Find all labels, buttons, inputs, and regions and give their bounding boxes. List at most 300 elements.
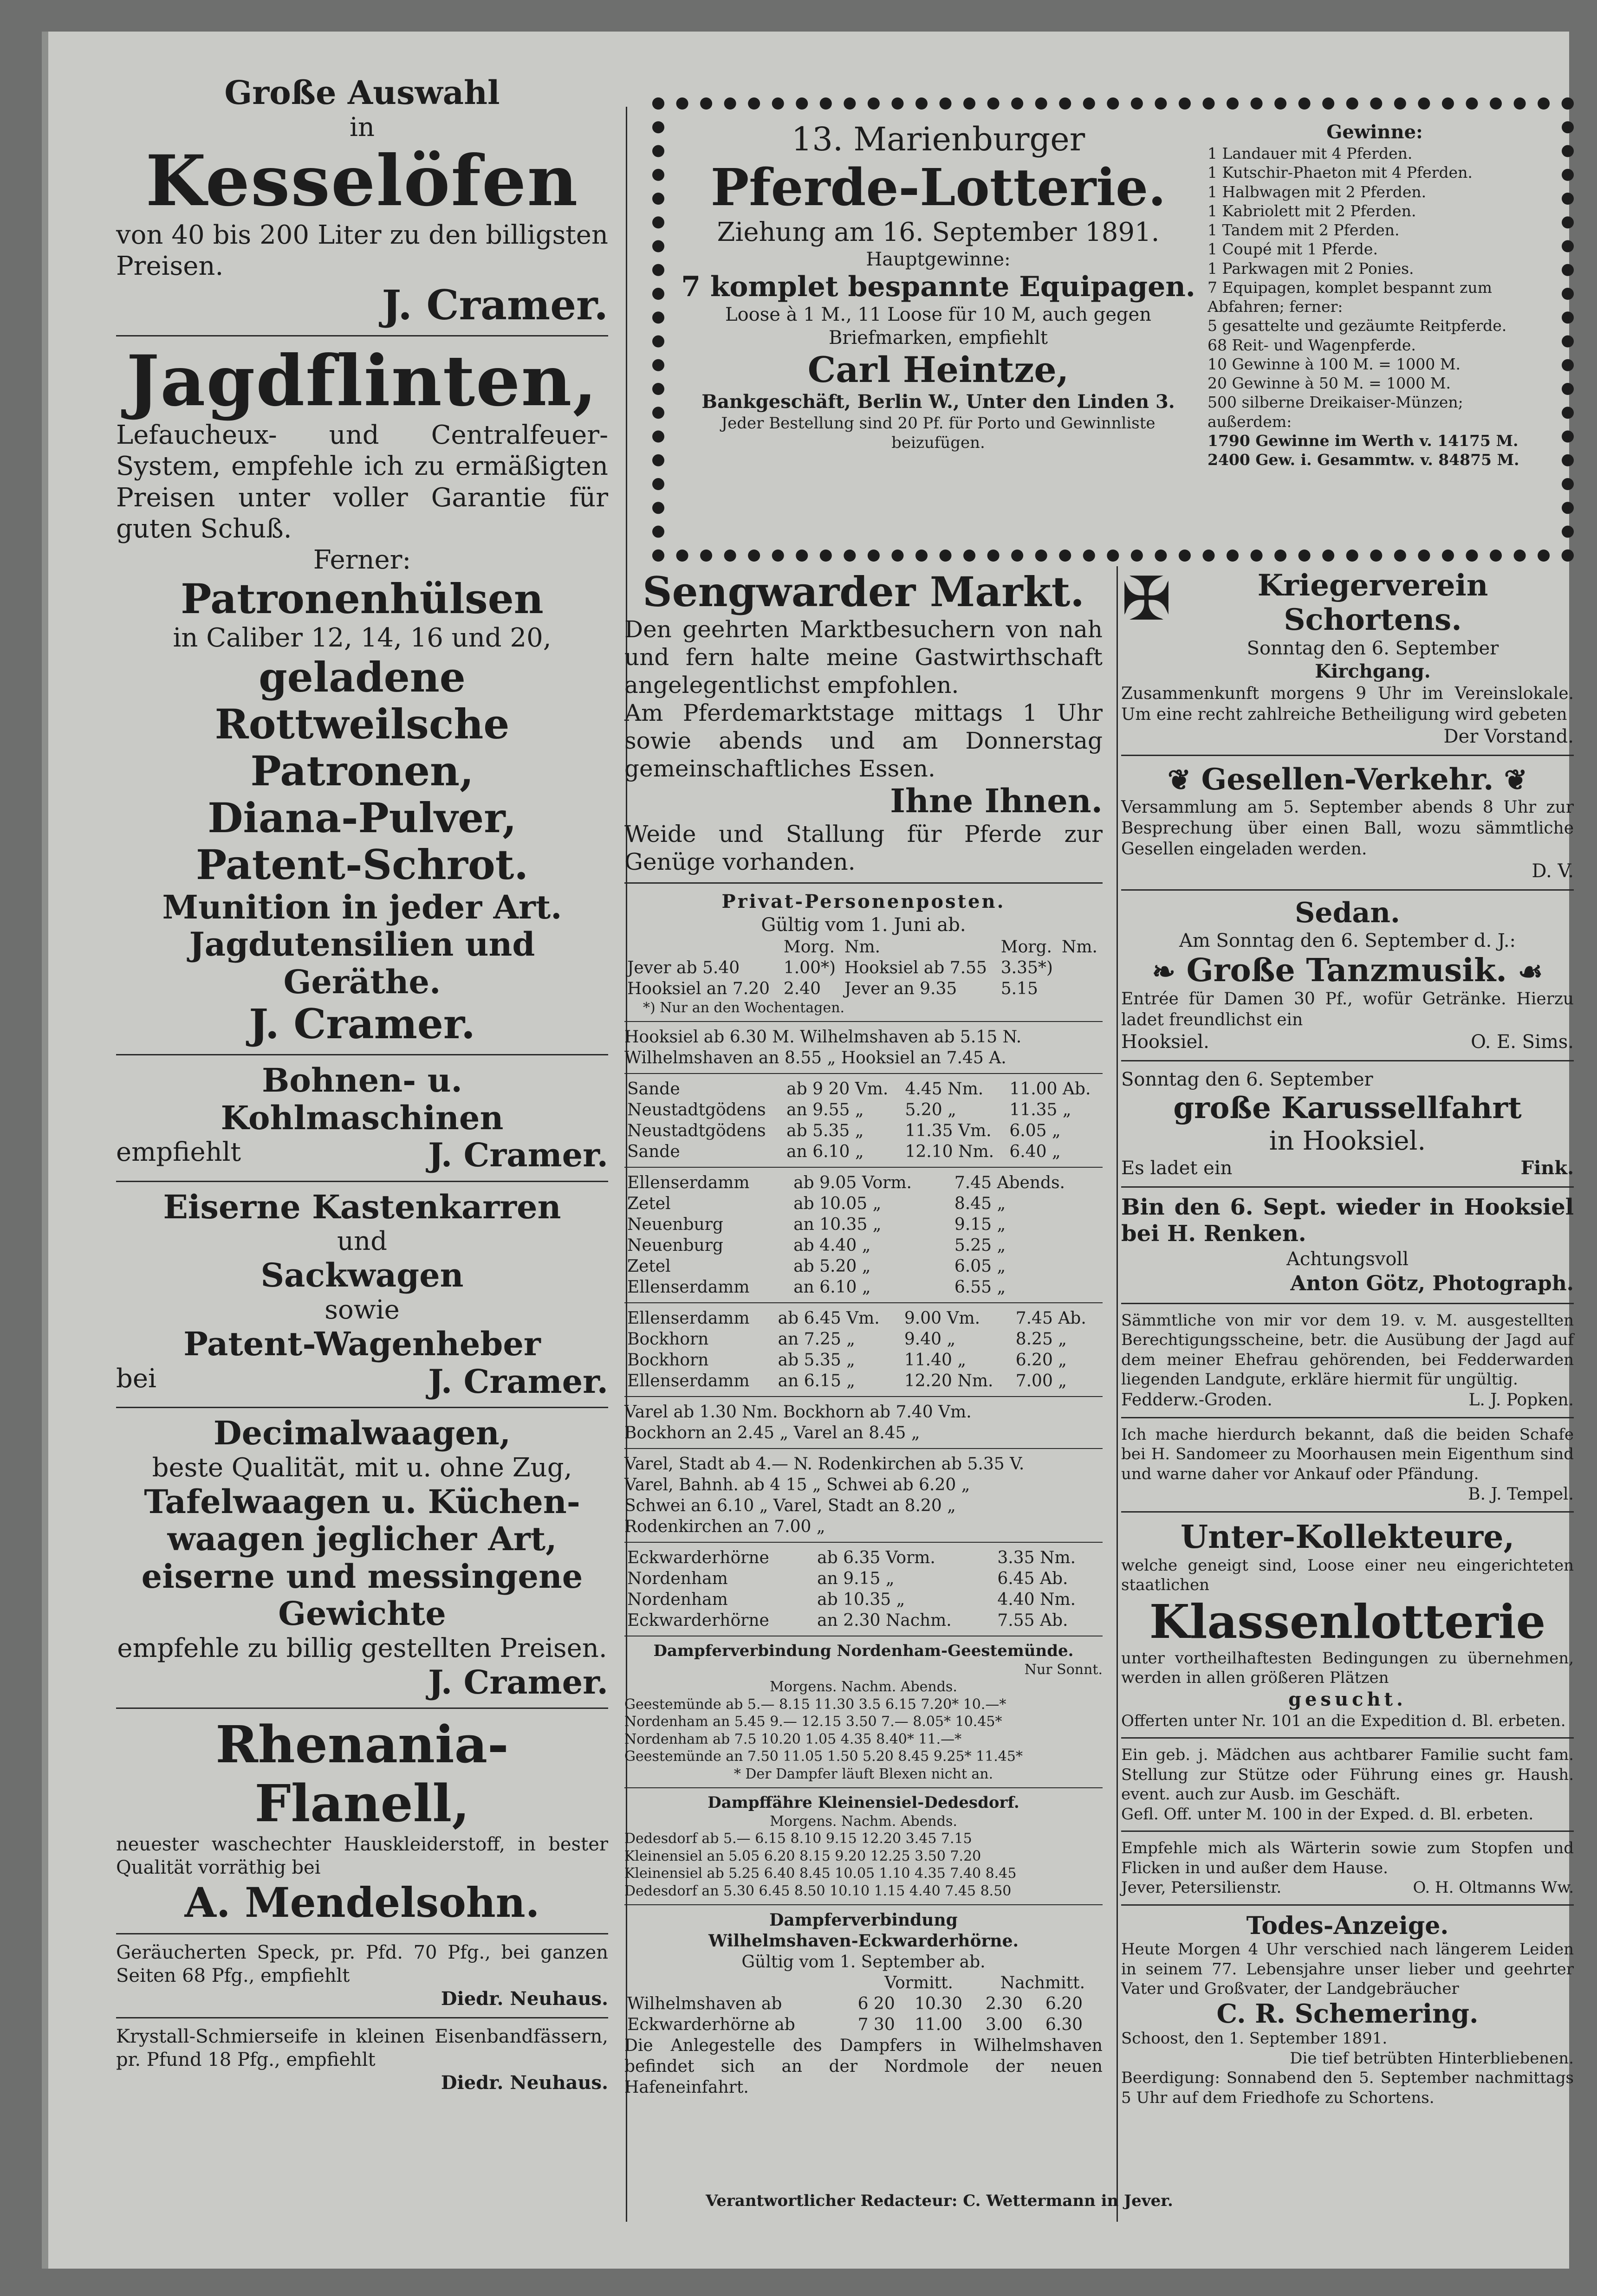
kleinen-head: Morgens. Nachm. Abends. xyxy=(770,1813,957,1830)
table-row xyxy=(624,1371,1103,1391)
cell: 6 20 xyxy=(857,1994,895,2014)
jagd-patent: Patent-Schrot. xyxy=(195,841,529,889)
cell: 6.20 xyxy=(1045,1994,1083,2014)
sedan-signature: O. E. Sims. xyxy=(1471,1031,1574,1053)
cell: 3.35*) xyxy=(1000,958,1053,977)
table-row: Nordenham ab 7.5 10.20 1.05 4.35 8.40* 11.—* xyxy=(624,1731,962,1747)
karussell-l4: Es ladet ein xyxy=(1121,1157,1233,1179)
foto-l2: Achtungsvoll xyxy=(1286,1248,1409,1270)
prize-item: 5 gesattelte und gezäumte Reitpferde. xyxy=(1207,317,1507,335)
kollekteure-title: Unter-Kollekteure, xyxy=(1180,1519,1515,1556)
table-row xyxy=(624,1214,1103,1235)
cell: 2.40 xyxy=(783,979,821,998)
table-row: Geestemünde ab 5.— 8.15 11.30 3.5 6.15 7.20* 10.—* xyxy=(624,1696,1006,1713)
wilhelms-t2: Wilhelmshaven-Eckwarderhörne. xyxy=(708,1931,1019,1951)
ad-kollekteure xyxy=(1121,1519,1574,1731)
krieger-title: Kriegerverein Schortens. xyxy=(1257,568,1488,637)
jagdschein-signature: L. J. Popken. xyxy=(1468,1390,1574,1410)
flanell-title: Rhenania-Flanell, xyxy=(215,1714,509,1833)
kollekteure-l1: welche geneigt sind, Loose einer neu eingerichteten staatlichen xyxy=(1121,1556,1574,1595)
divider xyxy=(1121,1511,1574,1513)
lottery-addr: Bankgeschäft, Berlin W., Unter den Linden 3. xyxy=(701,390,1175,413)
ad-flanell xyxy=(116,1715,608,1926)
cell: ab 5.20 „ xyxy=(793,1257,871,1276)
ad-maedchen xyxy=(1121,1745,1574,1824)
ad-speck xyxy=(116,1941,608,2011)
ad-markt xyxy=(624,569,1103,876)
lottery-prize-list xyxy=(1207,144,1542,469)
prize-item: 1 Landauer mit 4 Pferden. xyxy=(1207,144,1413,162)
table-row xyxy=(624,1141,1103,1162)
post-head: Nm. xyxy=(1061,937,1097,957)
ad-gesellen xyxy=(1121,763,1574,883)
karren-l3: Sackwagen xyxy=(260,1256,464,1295)
post-head: Morg. xyxy=(1000,937,1052,957)
markt-title: Sengwarder Markt. xyxy=(643,568,1084,616)
kessel-signature: J. Cramer. xyxy=(382,281,608,330)
table-row xyxy=(624,1235,1103,1256)
lottery-left xyxy=(678,121,1198,469)
table-row: Geestemünde an 7.50 11.05 1.50 5.20 8.45 9.25* 11.45* xyxy=(624,1748,1023,1765)
gesellen-title xyxy=(1121,763,1574,797)
divider xyxy=(1121,755,1574,756)
post-head: Morg. xyxy=(783,937,835,957)
jagd-text: Lefaucheux- und Centralfeuer-System, empfehle ich zu ermäßigten Preisen unter voller Garantie für guten Schuß. xyxy=(116,420,608,544)
wilhelms-head xyxy=(624,1973,855,1993)
cell: an 7.25 „ xyxy=(778,1330,855,1349)
cell: 11.00 xyxy=(914,2015,963,2035)
karren-l4: sowie xyxy=(325,1294,400,1325)
ad-kesseloefen xyxy=(116,74,608,329)
divider xyxy=(116,2017,608,2018)
cell: Bockhorn xyxy=(627,1330,709,1349)
timetable-kleinensiel xyxy=(624,1793,1103,1900)
cell: 3.35 Nm. xyxy=(997,1548,1076,1568)
waerterin-signature: O. H. Oltmanns Ww. xyxy=(1413,1878,1574,1897)
prize-item: 1 Kabriolett mit 2 Pferden. xyxy=(1207,201,1416,220)
cell: ab 6.35 Vorm. xyxy=(817,1548,935,1568)
cell: 5.15 xyxy=(1000,979,1038,998)
waagen-l3: Tafelwaagen u. Küchen- xyxy=(144,1482,580,1521)
cell: 11.35 Vm. xyxy=(905,1121,992,1141)
todes-l4: Beerdigung: Sonnabend den 5. September nachmittags 5 Uhr auf dem Friedhofe zu Schortens. xyxy=(1121,2069,1574,2107)
divider xyxy=(116,1407,608,1408)
divider xyxy=(624,1302,1103,1303)
cell: 4.45 Nm. xyxy=(905,1080,984,1099)
krieger-l2: Kirchgang. xyxy=(1315,660,1431,683)
bohnen-signature: J. Cramer. xyxy=(428,1136,608,1175)
geeste-title: Dampferverbindung Nordenham-Geestemünde. xyxy=(653,1642,1074,1661)
cell: 7.55 Ab. xyxy=(997,1611,1068,1630)
markt-p2: Am Pferdemarktstage mittags 1 Uhr sowie abends und am Donnerstag gemeinschaftliches Essen. xyxy=(624,699,1103,783)
ornament-icon: ❦ xyxy=(1504,764,1527,797)
todes-l2: Schoost, den 1. September 1891. xyxy=(1121,2029,1388,2048)
ad-jagdflinten xyxy=(116,340,608,1048)
iron-cross-icon: ✠ xyxy=(1121,563,1172,634)
cell: Bockhorn xyxy=(627,1351,709,1370)
table-row: Rodenkirchen an 7.00 „ xyxy=(624,1517,825,1537)
lottery-prizes xyxy=(1207,121,1542,469)
cell: 11.00 Ab. xyxy=(1009,1080,1091,1099)
table-row: Nordenham an 5.45 9.— 12.15 3.50 7.— 8.05* 10.45* xyxy=(624,1714,1002,1730)
post-title: Privat-Personenposten. xyxy=(721,890,1006,912)
timetable-ellenserdamm xyxy=(624,1172,1103,1298)
lottery-note: Jeder Bestellung sind 20 Pf. für Porto und Gewinnliste beizufügen. xyxy=(721,414,1156,453)
waagen-l4: waagen jeglicher Art, xyxy=(167,1520,557,1559)
timetable-geestemuende xyxy=(624,1641,1103,1783)
markt-p3: Weide und Stallung für Pferde zur Genüge vorhanden. xyxy=(624,820,1103,875)
ornament-icon: ☙ xyxy=(1518,955,1543,988)
krieger-signature: Der Vorstand. xyxy=(1443,726,1574,748)
cell: ab 4.40 „ xyxy=(793,1236,871,1255)
post-valid: Gültig vom 1. Juni ab. xyxy=(761,914,966,936)
karussell-l2: große Karussellfahrt xyxy=(1173,1090,1522,1125)
cell: Hooksiel ab 7.55 xyxy=(844,958,987,977)
cell: 7 30 xyxy=(857,2015,895,2035)
lottery-title: Pferde-Lotterie. xyxy=(710,157,1166,217)
karren-l2: und xyxy=(337,1226,387,1257)
ad-lottery xyxy=(652,97,1574,562)
waagen-l2: beste Qualität, mit u. ohne Zug, xyxy=(152,1452,572,1483)
waagen-l6: Gewichte xyxy=(278,1594,446,1633)
timetable-hooksiel xyxy=(624,1027,1103,1068)
prize-item: 1 Kutschir-Phaeton mit 4 Pferden. xyxy=(1207,163,1473,182)
divider xyxy=(624,1448,1103,1449)
cell: Ellenserdamm xyxy=(627,1371,750,1391)
table-row xyxy=(624,1079,1103,1099)
timetable-sande xyxy=(624,1079,1103,1162)
kessel-line-2: in xyxy=(350,112,375,142)
divider xyxy=(1121,1417,1574,1418)
cell: 2.30 xyxy=(985,1994,1023,2014)
flanell-text: neuester waschechter Hauskleiderstoff, in bester Qualität vorräthig bei xyxy=(116,1834,608,1879)
jagd-patronenhuelsen: Patronenhülsen xyxy=(181,575,544,623)
cell: Nordenham xyxy=(627,1569,728,1589)
cell: Sande xyxy=(627,1142,680,1162)
cell: 8.45 „ xyxy=(954,1194,1006,1214)
cell: Neuenburg xyxy=(627,1236,723,1255)
cell: ab 10.35 „ xyxy=(817,1590,905,1610)
sedan-l3: Entrée für Damen 30 Pf., wofür Getränke. Hierzu ladet freundlichst ein xyxy=(1121,989,1574,1029)
prize-item: 2400 Gew. i. Gesammtw. v. 84875 M. xyxy=(1207,451,1519,469)
wilhelms-note: Die Anlegestelle des Dampfers in Wilhelmshaven befindet sich an der Nordmole der neuen Hafeneinfahrt. xyxy=(624,2036,1103,2097)
cell: 5.20 „ xyxy=(905,1100,956,1120)
cell: an 6.10 „ xyxy=(793,1278,871,1297)
maedchen-l2: Gefl. Off. unter M. 100 in der Exped. d. Bl. erbeten. xyxy=(1121,1804,1534,1824)
krieger-l3: Zusammenkunft morgens 9 Uhr im Vereinslokale. Um eine recht zahlreiche Betheiligung wird gebeten xyxy=(1121,684,1574,724)
ad-bohnen xyxy=(116,1062,608,1174)
table-row: Hooksiel ab 6.30 M. Wilhelmshaven ab 5.15 N. xyxy=(624,1028,1022,1047)
column-divider-2 xyxy=(1117,566,1118,2222)
divider xyxy=(116,1054,608,1055)
todes-name: C. R. Schemering. xyxy=(1216,1998,1479,2029)
timetable-rodenkirchen xyxy=(624,1454,1103,1537)
sedan-l1: Am Sonntag den 6. September d. J.: xyxy=(1179,930,1516,951)
cell: Neuenburg xyxy=(627,1215,723,1235)
kollekteure-l3: Offerten unter Nr. 101 an die Expedition d. Bl. erbeten. xyxy=(1121,1711,1566,1730)
cell: 10.30 xyxy=(914,1994,963,2014)
schafe-text: Ich mache hierdurch bekannt, daß die beiden Schafe bei H. Sandomeer zu Moorhausen mein Eigenthum sind und warne daher vor Ankauf oder Pfändung. xyxy=(1121,1425,1574,1483)
divider xyxy=(1121,1303,1574,1304)
kollekteure-big: Klassenlotterie xyxy=(1149,1594,1546,1649)
prize-item: 1 Coupé mit 1 Pferde. xyxy=(1207,240,1378,259)
prize-item: 1 Halbwagen mit 2 Pferden. xyxy=(1207,182,1427,201)
waagen-l5: eiserne und messingene xyxy=(141,1557,583,1596)
markt-ihne: Ihne Ihnen. xyxy=(890,782,1103,821)
cell: Jever ab 5.40 xyxy=(627,958,740,977)
cell: Eckwarderhörne xyxy=(627,1548,769,1568)
karren-signature: J. Cramer. xyxy=(428,1362,608,1401)
divider xyxy=(1121,1737,1574,1739)
cell: 5.25 „ xyxy=(954,1236,1006,1255)
cell: 9.00 Vm. xyxy=(904,1309,980,1328)
markt-p1: Den geehrten Marktbesuchern von nah und fern halte meine Gastwirthschaft angelegentlichst empfohlen. xyxy=(624,616,1103,699)
prize-item: 500 silberne Dreikaiser-Münzen; außerdem: xyxy=(1207,393,1463,431)
foto-signature: Anton Götz, Photograph. xyxy=(1290,1271,1574,1295)
divider xyxy=(116,1933,608,1934)
wilhelms-head: Vormitt. xyxy=(884,1973,953,1993)
cell: ab 9.05 Vorm. xyxy=(793,1173,912,1193)
ad-sedan xyxy=(1121,897,1574,1054)
table-row xyxy=(624,1329,1103,1350)
cell: 9.40 „ xyxy=(904,1330,956,1349)
divider xyxy=(624,1396,1103,1397)
cell: ab 6.45 Vm. xyxy=(778,1309,880,1328)
table-row xyxy=(624,1193,1103,1214)
maedchen-text: Ein geb. j. Mädchen aus achtbarer Familie sucht fam. Stellung zur Stütze oder Führung eines gr. Haush. event. auch zur Ausb. im Geschäft. xyxy=(1121,1746,1574,1804)
table-row xyxy=(624,1589,1103,1610)
lottery-equip: 7 komplet bespannte Equipagen. xyxy=(681,271,1195,304)
table-row xyxy=(624,1350,1103,1371)
wilhelms-table xyxy=(624,1973,1103,2035)
post-head xyxy=(624,937,781,957)
cell: ab 9 20 Vm. xyxy=(786,1080,889,1099)
table-row: Varel, Stadt ab 4.— N. Rodenkirchen ab 5.35 V. xyxy=(624,1455,1025,1474)
divider xyxy=(624,1021,1103,1022)
cell: 1.00*) xyxy=(783,958,836,977)
cell: 6.05 „ xyxy=(1009,1121,1061,1141)
jagd-caliber: in Caliber 12, 14, 16 und 20, xyxy=(173,623,552,653)
prize-item: 10 Gewinne à 100 M. = 1000 M. xyxy=(1207,355,1461,373)
cell: Hooksiel an 7.20 xyxy=(627,979,770,998)
divider xyxy=(116,1181,608,1182)
ad-jagdschein xyxy=(1121,1311,1574,1410)
cell: Ellenserdamm xyxy=(627,1173,750,1193)
todes-l3: Die tief betrübten Hinterbliebenen. xyxy=(1290,2049,1574,2068)
cell: 6.55 „ xyxy=(954,1278,1006,1297)
cell: 12.20 Nm. xyxy=(904,1371,993,1391)
jagd-munition: Munition in jeder Art. xyxy=(162,887,562,926)
cell: Neustadtgödens xyxy=(627,1100,766,1120)
jagd-ferner: Ferner: xyxy=(313,545,411,575)
table-row xyxy=(624,1172,1103,1193)
timetable-eckwarderhoerne xyxy=(624,1547,1103,1631)
karussell-l1: Sonntag den 6. September xyxy=(1121,1068,1373,1090)
post-table xyxy=(624,937,1103,999)
timetable-varel xyxy=(624,1402,1103,1443)
prize-item: 7 Equipagen, komplet bespannt zum Abfahren; ferner: xyxy=(1207,278,1492,316)
jagd-patronen: Patronen, xyxy=(250,746,474,795)
cell: an 9.55 „ xyxy=(786,1100,864,1120)
ornament-icon: ❦ xyxy=(1168,764,1191,797)
table-row: Varel ab 1.30 Nm. Bockhorn ab 7.40 Vm. xyxy=(624,1403,972,1422)
cell: Zetel xyxy=(627,1194,671,1214)
waerterin-place: Jever, Petersilienstr. xyxy=(1121,1878,1282,1897)
table-row: Varel, Bahnh. ab 4 15 „ Schwei ab 6.20 „ xyxy=(624,1475,970,1495)
karren-l5: Patent-Wagenheber xyxy=(183,1325,541,1364)
todes-title: Todes-Anzeige. xyxy=(1246,1911,1449,1940)
sedan-place: Hooksiel. xyxy=(1121,1031,1209,1053)
todes-text: Heute Morgen 4 Uhr verschied nach längerem Leiden in seinem 77. Lebensjahre unser lieber und geehrter Vater und Großvater, der Landgebräucher xyxy=(1121,1940,1574,1998)
cell: 6.20 „ xyxy=(1015,1351,1067,1370)
prize-item: 20 Gewinne à 50 M. = 1000 M. xyxy=(1207,374,1451,392)
cell: 6.45 Ab. xyxy=(997,1569,1068,1589)
foto-text: Bin den 6. Sept. wieder in Hooksiel bei H. Renken. xyxy=(1121,1194,1574,1247)
divider xyxy=(624,882,1103,884)
lottery-haupt: Hauptgewinne: xyxy=(866,249,1011,271)
waerterin-text: Empfehle mich als Wärterin sowie zum Stopfen und Flicken in und außer dem Hause. xyxy=(1121,1839,1574,1877)
geeste-note: * Der Dampfer läuft Blexen nicht an. xyxy=(734,1766,993,1782)
karussell-l3: in Hooksiel. xyxy=(1269,1125,1426,1156)
cell: 8.25 „ xyxy=(1015,1330,1067,1349)
cell: 11.35 „ xyxy=(1009,1100,1071,1120)
seife-text: Krystall-Schmierseife in kleinen Eisenbandfässern, pr. Pfund 18 Pfg., empfiehlt xyxy=(116,2025,608,2070)
cell: ab 10.05 „ xyxy=(793,1194,882,1214)
kleinen-title: Dampffähre Kleinensiel-Dedesdorf. xyxy=(708,1793,1019,1812)
cell: 12.10 Nm. xyxy=(905,1142,994,1162)
ad-seife xyxy=(116,2025,608,2095)
table-row xyxy=(624,978,1103,999)
bohnen-title: Bohnen- u. Kohlmaschinen xyxy=(221,1061,504,1137)
timetable-personenposten xyxy=(624,890,1103,1017)
karussell-signature: Fink. xyxy=(1520,1157,1574,1179)
table-row xyxy=(624,1547,1103,1568)
divider xyxy=(624,1073,1103,1074)
column-1 xyxy=(116,74,608,2229)
jagd-title: Jagdflinten, xyxy=(126,340,598,422)
prize-item: 68 Reit- und Wagenpferde. xyxy=(1207,336,1416,354)
lottery-name: Carl Heintze, xyxy=(807,349,1069,391)
cell: 7.45 Ab. xyxy=(1015,1309,1086,1328)
table-row: Schwei an 6.10 „ Varel, Stadt an 8.20 „ xyxy=(624,1496,956,1516)
cell: Zetel xyxy=(627,1257,671,1276)
table-row xyxy=(624,1993,1103,2014)
seife-signature: Diedr. Neuhaus. xyxy=(441,2071,608,2094)
cell: 6.05 „ xyxy=(954,1257,1006,1276)
cell: 3.00 xyxy=(985,2015,1023,2035)
sedan-title: Sedan. xyxy=(1295,896,1400,929)
ornament-icon: ❧ xyxy=(1152,955,1175,988)
table-row xyxy=(624,1277,1103,1298)
cell: ab 5.35 „ xyxy=(778,1351,855,1370)
divider xyxy=(624,1542,1103,1543)
table-row xyxy=(624,1308,1103,1329)
table-row xyxy=(624,957,1103,978)
cell: ab 5.35 „ xyxy=(786,1121,864,1141)
post-head: Nm. xyxy=(844,937,881,957)
table-row: Kleinensiel ab 5.25 6.40 8.45 10.05 1.10 4.35 7.40 8.45 xyxy=(624,1865,1017,1882)
krieger-l1: Sonntag den 6. September xyxy=(1246,638,1499,660)
ad-waerterin xyxy=(1121,1838,1574,1898)
divider xyxy=(1121,1060,1574,1061)
cell: an 9.15 „ xyxy=(817,1569,895,1589)
cell: 6.30 xyxy=(1045,2015,1083,2035)
column-3 xyxy=(1121,563,1574,2229)
jagd-signature: J. Cramer. xyxy=(249,1000,475,1048)
ad-todesanzeige xyxy=(1121,1912,1574,2108)
table-row: Dedesdorf ab 5.— 6.15 8.10 9.15 12.20 3.45 7.15 xyxy=(624,1830,972,1847)
table-row xyxy=(624,2014,1103,2035)
prize-item: 1 Parkwagen mit 2 Ponies. xyxy=(1207,259,1414,278)
sedan-l2 xyxy=(1121,952,1574,989)
waagen-signature: J. Cramer. xyxy=(428,1662,608,1701)
divider xyxy=(1121,1904,1574,1906)
divider xyxy=(624,1787,1103,1788)
flanell-signature: A. Mendelsohn. xyxy=(184,1878,540,1927)
lottery-loose: Loose à 1 M., 11 Loose für 10 M, auch gegen Briefmarken, empfiehlt xyxy=(725,304,1151,349)
gesellen-text: Versammlung am 5. September abends 8 Uhr zur Besprechung über einen Ball, wozu sämmtliche Gesellen eingeladen werden. xyxy=(1121,797,1574,859)
column-2 xyxy=(624,569,1103,2229)
bohnen-empf: empfiehlt xyxy=(116,1137,241,1168)
cell: 9.15 „ xyxy=(954,1215,1006,1235)
geeste-sub: Nur Sonnt. xyxy=(1024,1661,1103,1678)
karren-bei: bei xyxy=(116,1363,156,1394)
divider xyxy=(1121,1830,1574,1832)
table-row: Bockhorn an 2.45 „ Varel an 8.45 „ xyxy=(624,1423,920,1443)
kollekteure-gesucht: gesucht. xyxy=(1288,1688,1407,1710)
kessel-title: Kesselöfen xyxy=(145,140,579,222)
ad-schafe xyxy=(1121,1425,1574,1505)
cell: Sande xyxy=(627,1080,680,1099)
waagen-l7: empfehle zu billig gestellten Preisen. xyxy=(117,1633,607,1663)
table-row: Kleinensiel an 5.05 6.20 8.15 9.20 12.25 3.50 7.20 xyxy=(624,1848,981,1864)
jagd-utensilien: Jagdutensilien und Geräthe. xyxy=(189,925,535,1001)
footer-editor: Verantwortlicher Redacteur: C. Wettermann in Jever. xyxy=(706,2192,1173,2210)
divider xyxy=(624,1904,1103,1905)
ad-kriegerverein xyxy=(1121,563,1574,748)
cell: Ellenserdamm xyxy=(627,1278,750,1297)
prize-item: 1 Tandem mit 2 Pferden. xyxy=(1207,221,1400,239)
kessel-line-1: Große Auswahl xyxy=(224,73,500,112)
divider xyxy=(1121,889,1574,891)
cell: Eckwarderhörne xyxy=(627,1611,769,1630)
divider xyxy=(624,1167,1103,1168)
cell: Nordenham xyxy=(627,1590,728,1610)
table-row xyxy=(624,1256,1103,1277)
wilhelms-t1: Dampferverbindung xyxy=(769,1910,958,1930)
ad-waagen xyxy=(116,1415,608,1701)
cell: Jever an 9.35 xyxy=(844,979,957,998)
speck-text: Geräucherten Speck, pr. Pfd. 70 Pfg., bei ganzen Seiten 68 Pfg., empfiehlt xyxy=(116,1941,608,1986)
table-row: Wilhelmshaven an 8.55 „ Hooksiel an 7.45 A. xyxy=(624,1048,1006,1068)
gesellen-title-text: Gesellen-Verkehr. xyxy=(1201,762,1494,797)
cell: 7.45 Abends. xyxy=(954,1173,1065,1193)
waagen-l1: Decimalwaagen, xyxy=(213,1414,511,1453)
table-row xyxy=(624,1099,1103,1120)
jagd-geladene: geladene Rottweilsche xyxy=(214,653,510,748)
lottery-l1: 13. Marienburger xyxy=(791,120,1085,158)
prize-item: 1790 Gewinne im Werth v. 14175 M. xyxy=(1207,431,1519,450)
cell: an 6.15 „ xyxy=(778,1371,855,1391)
cell: 7.00 „ xyxy=(1015,1371,1067,1391)
jagdschein-place: Fedderw.-Groden. xyxy=(1121,1390,1272,1410)
divider xyxy=(116,1707,608,1709)
cell: an 2.30 Nachm. xyxy=(817,1611,952,1630)
lottery-date: Ziehung am 16. September 1891. xyxy=(717,217,1160,247)
geeste-head: Morgens. Nachm. Abends. xyxy=(770,1679,957,1695)
jagd-diana: Diana-Pulver, xyxy=(208,794,517,842)
cell: Eckwarderhörne ab xyxy=(627,2015,795,2035)
